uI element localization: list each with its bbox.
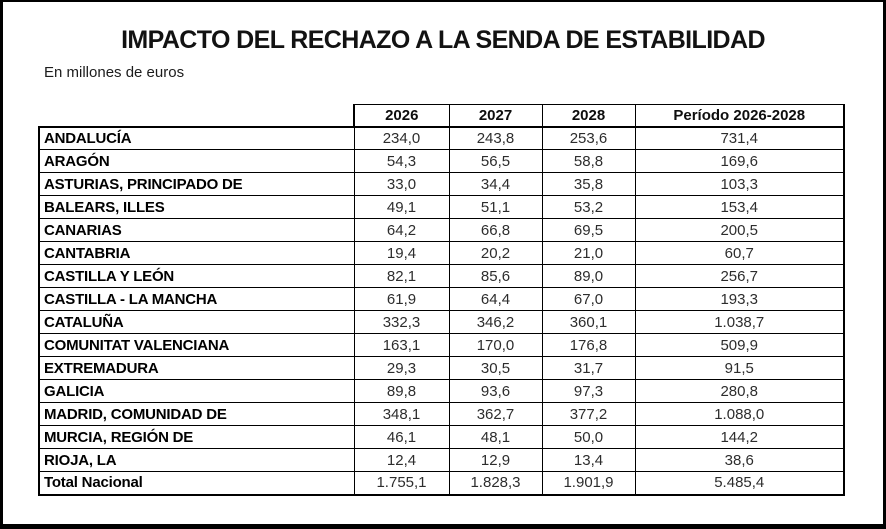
region-label: ANDALUCÍA [39,127,354,150]
value-cell: 89,0 [542,265,635,288]
impact-table [38,104,845,496]
table-row [39,357,844,380]
value-cell: 163,1 [354,334,449,357]
value-cell: 49,1 [354,196,449,219]
value-cell: 61,9 [354,288,449,311]
total-value-cell: 1.901,9 [542,472,635,495]
table-row [39,173,844,196]
region-label: RIOJA, LA [39,449,354,472]
total-value-cell: 5.485,4 [635,472,844,495]
value-cell: 21,0 [542,242,635,265]
value-cell: 256,7 [635,265,844,288]
value-cell: 85,6 [449,265,542,288]
value-cell: 200,5 [635,219,844,242]
value-cell: 48,1 [449,426,542,449]
region-label: GALICIA [39,380,354,403]
value-cell: 377,2 [542,403,635,426]
table-row [39,449,844,472]
value-cell: 20,2 [449,242,542,265]
header-row [39,105,844,127]
table-row [39,288,844,311]
value-cell: 169,6 [635,150,844,173]
table-row [39,219,844,242]
page-title: IMPACTO DEL RECHAZO A LA SENDA DE ESTABILIDAD [121,26,765,54]
value-cell: 64,2 [354,219,449,242]
total-value-cell: 1.755,1 [354,472,449,495]
table-row [39,334,844,357]
value-cell: 30,5 [449,357,542,380]
table-row [39,196,844,219]
region-label: CANARIAS [39,219,354,242]
value-cell: 193,3 [635,288,844,311]
value-cell: 54,3 [354,150,449,173]
value-cell: 46,1 [354,426,449,449]
region-label: ARAGÓN [39,150,354,173]
value-cell: 64,4 [449,288,542,311]
value-cell: 509,9 [635,334,844,357]
value-cell: 170,0 [449,334,542,357]
region-label: CATALUÑA [39,311,354,334]
value-cell: 19,4 [354,242,449,265]
column-header-2028: 2028 [542,105,635,127]
value-cell: 89,8 [354,380,449,403]
table-row [39,265,844,288]
value-cell: 332,3 [354,311,449,334]
value-cell: 82,1 [354,265,449,288]
value-cell: 243,8 [449,127,542,150]
value-cell: 1.088,0 [635,403,844,426]
value-cell: 34,4 [449,173,542,196]
value-cell: 731,4 [635,127,844,150]
value-cell: 13,4 [542,449,635,472]
value-cell: 348,1 [354,403,449,426]
column-header-2027: 2027 [449,105,542,127]
value-cell: 362,7 [449,403,542,426]
region-label: CASTILLA - LA MANCHA [39,288,354,311]
unit-note: En millones de euros [44,64,185,81]
column-header-2026: 2026 [354,105,449,127]
value-cell: 93,6 [449,380,542,403]
value-cell: 50,0 [542,426,635,449]
value-cell: 29,3 [354,357,449,380]
region-label: ASTURIAS, PRINCIPADO DE [39,173,354,196]
table-row [39,311,844,334]
value-cell: 253,6 [542,127,635,150]
value-cell: 12,9 [449,449,542,472]
value-cell: 346,2 [449,311,542,334]
value-cell: 53,2 [542,196,635,219]
value-cell: 97,3 [542,380,635,403]
table-row [39,403,844,426]
value-cell: 280,8 [635,380,844,403]
value-cell: 60,7 [635,242,844,265]
region-label: COMUNITAT VALENCIANA [39,334,354,357]
value-cell: 38,6 [635,449,844,472]
value-cell: 176,8 [542,334,635,357]
region-label: MURCIA, REGIÓN DE [39,426,354,449]
total-value-cell: 1.828,3 [449,472,542,495]
table-row [39,150,844,173]
value-cell: 234,0 [354,127,449,150]
value-cell: 91,5 [635,357,844,380]
region-label: CASTILLA Y LEÓN [39,265,354,288]
value-cell: 33,0 [354,173,449,196]
region-label: CANTABRIA [39,242,354,265]
table-row [39,380,844,403]
value-cell: 35,8 [542,173,635,196]
value-cell: 153,4 [635,196,844,219]
table-row [39,242,844,265]
region-label: BALEARS, ILLES [39,196,354,219]
table-row [39,426,844,449]
corner-cell [39,105,354,127]
column-header-period: Período 2026-2028 [635,105,844,127]
region-label: EXTREMADURA [39,357,354,380]
total-row [39,472,844,495]
value-cell: 69,5 [542,219,635,242]
value-cell: 66,8 [449,219,542,242]
table-row [39,127,844,150]
value-cell: 31,7 [542,357,635,380]
region-label: MADRID, COMUNIDAD DE [39,403,354,426]
value-cell: 103,3 [635,173,844,196]
total-label: Total Nacional [39,472,354,495]
value-cell: 58,8 [542,150,635,173]
value-cell: 67,0 [542,288,635,311]
value-cell: 56,5 [449,150,542,173]
value-cell: 1.038,7 [635,311,844,334]
value-cell: 360,1 [542,311,635,334]
value-cell: 51,1 [449,196,542,219]
value-cell: 12,4 [354,449,449,472]
value-cell: 144,2 [635,426,844,449]
